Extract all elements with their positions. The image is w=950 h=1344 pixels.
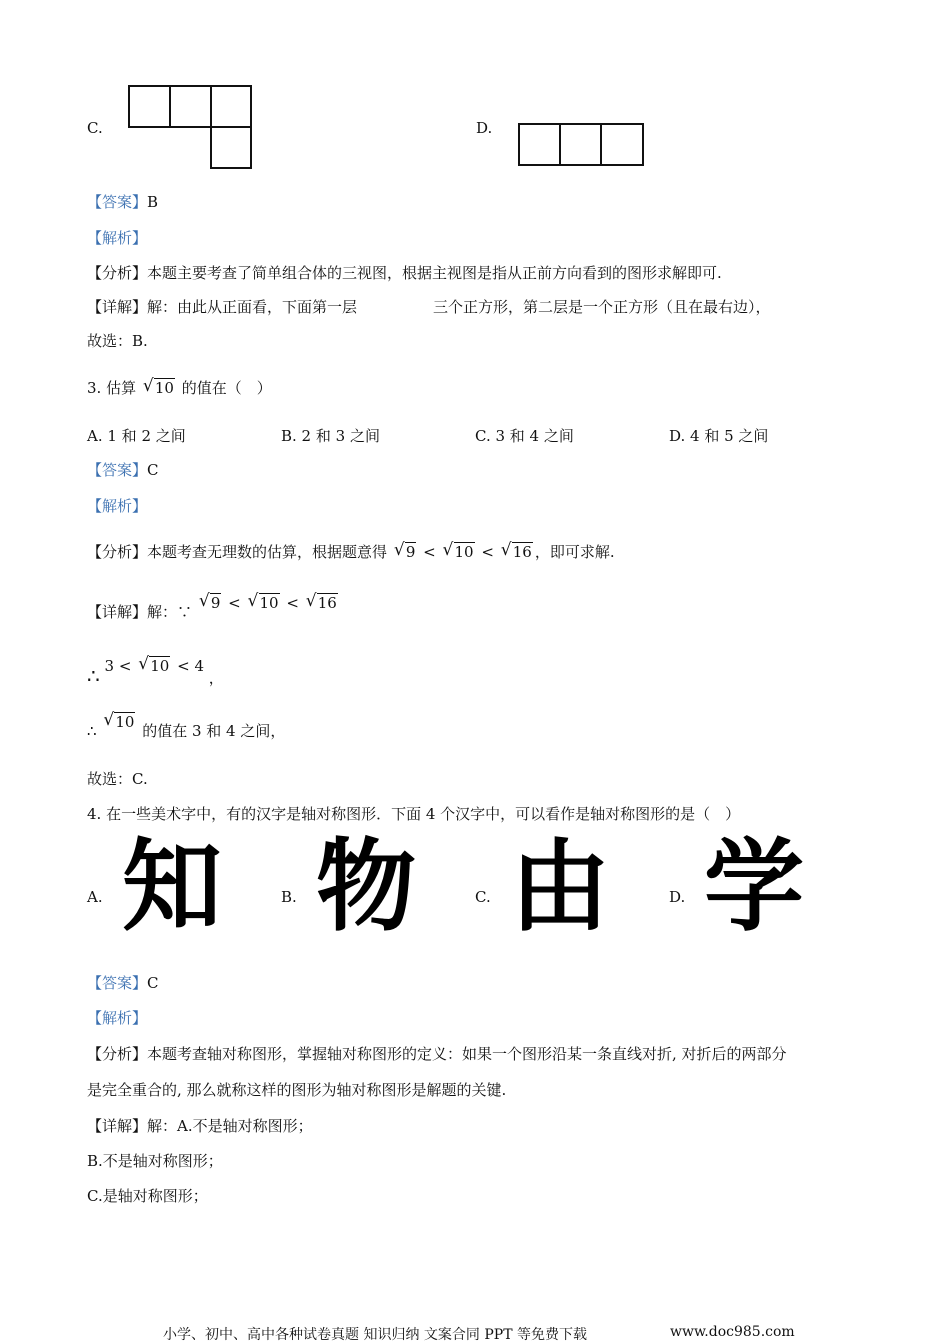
line-b: B.不是轴对称图形； — [87, 1152, 223, 1170]
guxuan: 故选：B. — [87, 332, 148, 350]
footer-url[interactable]: www.doc985.com — [670, 1324, 795, 1340]
answer-tag: 【答案】 — [87, 193, 148, 211]
option-b-label: B. — [281, 888, 297, 906]
square — [210, 85, 252, 128]
sqrt-expression: √ 10 — [138, 654, 170, 675]
answer-value: B — [147, 193, 159, 211]
xiangjie-text: 解：A.不是轴对称图形； — [147, 1117, 313, 1135]
stem-pre: 3. 估算 — [87, 379, 137, 397]
option-d: D. 4 和 5 之间 — [669, 427, 769, 445]
option-c-char: 由 — [510, 828, 610, 945]
fenxi-line-1 — [87, 1043, 787, 1064]
answer-value: C — [147, 461, 159, 479]
xiangjie-line — [87, 296, 357, 317]
answer-line — [87, 972, 159, 993]
therefore-line-2: ∴ √ 10 的值在 3 和 4 之间， — [87, 710, 286, 740]
stem-post: 的值在（ ） — [181, 379, 272, 397]
fenxi-line — [87, 262, 722, 283]
option-d-label: D. — [669, 888, 686, 906]
xiangjie-line: 【详解】解：∵ √ 9 < √ 10 < √ 16 — [87, 601, 340, 622]
sqrt-expression: √ 10 — [103, 710, 135, 731]
fenxi-text: 本题考查无理数的估算，根据题意得 — [147, 543, 388, 561]
option-c-label: C. — [87, 119, 103, 137]
xiangjie-tag: 【详解】 — [87, 1117, 148, 1135]
therefore-line-1: ∴ 3 < √ 10 < 4 ， — [87, 654, 224, 688]
fenxi-post: ，即可求解. — [534, 543, 615, 561]
answer-line — [87, 191, 158, 212]
xiangjie-line — [87, 1115, 313, 1136]
therefore-symbol: ∴ — [87, 722, 97, 740]
option-c-label: C. — [475, 888, 491, 906]
option-a: A. 1 和 2 之间 — [87, 427, 186, 445]
question-4-stem: 4. 在一些美术字中，有的汉字是轴对称图形．下面 4 个汉字中，可以看作是轴对称图形的是（ ） — [87, 805, 741, 823]
answer-line — [87, 459, 159, 480]
sqrt-expression: √ 16 — [500, 540, 532, 561]
therefore-symbol: ∴ — [87, 664, 100, 688]
option-b: B. 2 和 3 之间 — [281, 427, 380, 445]
option-d-char: 学 — [704, 828, 804, 945]
option-b-char: 物 — [316, 828, 416, 945]
jiexi-tag: 【解析】 — [87, 229, 148, 247]
square — [600, 123, 644, 166]
square — [518, 123, 561, 166]
square — [559, 123, 602, 166]
xiangjie-tag: 【详解】 — [87, 298, 148, 316]
fenxi-line-2: 是完全重合的, 那么就称这样的图形为轴对称图形是解题的关键. — [87, 1081, 507, 1099]
fenxi-text: 本题考查轴对称图形，掌握轴对称图形的定义：如果一个图形沿某一条直线对折, 对折后的两部分 — [147, 1045, 787, 1063]
option-a-label: A. — [87, 888, 103, 906]
fenxi-text: 本题主要考查了简单组合体的三视图，根据主视图是指从正前方向看到的图形求解即可. — [147, 264, 722, 282]
inequality: √ 9 < √ 10 < √ 16 — [198, 591, 337, 612]
fenxi-tag: 【分析】 — [87, 1045, 148, 1063]
fenxi-tag: 【分析】 — [87, 543, 148, 561]
fenxi-tag: 【分析】 — [87, 264, 148, 282]
answer-tag: 【答案】 — [87, 461, 148, 479]
square — [128, 85, 171, 128]
jiexi-tag: 【解析】 — [87, 497, 148, 515]
footer-text: 小学、初中、高中各种试卷真题 知识归纳 文案合同 PPT 等免费下载 — [163, 1327, 587, 1343]
square — [169, 85, 212, 128]
line-c: C.是轴对称图形； — [87, 1187, 208, 1205]
option-a-char: 知 — [122, 828, 222, 945]
option-d-label: D. — [476, 119, 493, 137]
jiexi-tag: 【解析】 — [87, 1009, 148, 1027]
question-3-stem — [87, 377, 272, 398]
xiangjie-text-a: 解：由此从正面看，下面第一层 — [147, 298, 358, 316]
option-c: C. 3 和 4 之间 — [475, 427, 574, 445]
sqrt-expression: √ 9 — [393, 540, 416, 561]
sqrt-expression: √ 10 — [142, 376, 174, 397]
radicand: 10 — [154, 379, 174, 397]
answer-value: C — [147, 974, 159, 992]
xiangjie-text-b: 三个正方形，第二层是一个正方形（且在最右边）， — [433, 298, 771, 316]
answer-tag: 【答案】 — [87, 974, 148, 992]
xiangjie-tag: 【详解】 — [87, 603, 148, 621]
fenxi-line: 【分析】本题考查无理数的估算，根据题意得 √ 9 < √ 10 < √ 16 ，即可求解. — [87, 540, 615, 561]
square — [210, 126, 252, 169]
sqrt-expression: √ 10 — [442, 540, 474, 561]
guxuan: 故选：C. — [87, 770, 148, 788]
